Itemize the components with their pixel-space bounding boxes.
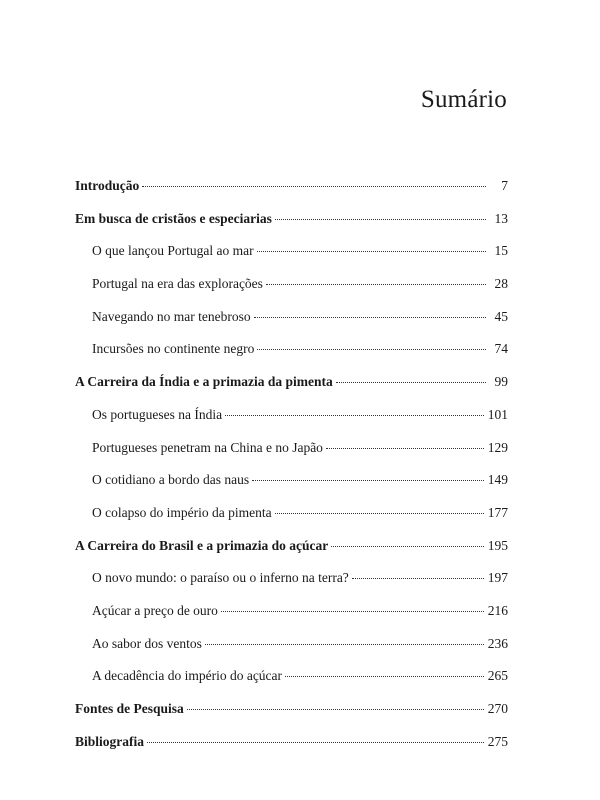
dot-leader: [254, 317, 486, 318]
toc-entry-label: Açúcar a preço de ouro: [92, 602, 218, 618]
dot-leader: [252, 480, 484, 481]
toc-entry: [75, 178, 508, 211]
toc-entry-label: O colapso do império da pimenta: [92, 504, 272, 520]
dot-leader: [326, 448, 484, 449]
toc-entry-page: 101: [487, 406, 508, 422]
toc-entry-label: O que lançou Portugal ao mar: [92, 243, 254, 259]
toc-entry: [75, 538, 508, 571]
toc-entry: [75, 211, 508, 244]
dot-leader: [266, 284, 486, 285]
toc-entry: [75, 243, 508, 276]
toc-entry: [75, 701, 508, 734]
toc-entry-label: Portugueses penetram na China e no Japão: [92, 439, 323, 455]
toc-entry-page: 265: [487, 668, 508, 684]
dot-leader: [257, 349, 486, 350]
toc-entry-label: O cotidiano a bordo das naus: [92, 472, 250, 488]
dot-leader: [221, 611, 484, 612]
toc-entry-label: Portugal na era das explorações: [92, 276, 263, 292]
toc-entry-page: 216: [487, 602, 508, 618]
toc-entry: [75, 668, 508, 701]
toc-entry: [75, 603, 508, 636]
toc-entry-label: Bibliografia: [75, 733, 145, 749]
toc-entry-label: A Carreira da Índia e a primazia da pimenta: [75, 374, 333, 390]
page-title: Sumário: [420, 86, 507, 113]
toc-entry-page: 236: [487, 635, 508, 651]
toc-entry: [75, 341, 508, 374]
toc-entry-page: 129: [487, 439, 508, 455]
toc-entry-page: 195: [487, 537, 508, 553]
dot-leader: [336, 382, 486, 383]
toc-entry-page: 270: [487, 701, 508, 716]
toc-entry-label: A Carreira do Brasil e a primazia do açúcar: [75, 537, 329, 553]
dot-leader: [275, 219, 486, 220]
toc-entry-label: Navegando no mar tenebroso: [92, 308, 251, 324]
toc-entry: [75, 374, 508, 407]
toc-entry-page: 99: [494, 374, 508, 390]
toc-entry-page: 149: [487, 472, 508, 488]
toc-entry: [75, 309, 508, 342]
toc-entry-page: 7: [501, 178, 508, 193]
toc-entry: [75, 636, 508, 669]
dot-leader: [331, 546, 484, 547]
toc-entry-label: Os portugueses na Índia: [92, 406, 223, 422]
toc-entry-label: Introdução: [75, 178, 140, 193]
dot-leader: [205, 644, 484, 645]
toc-entry-page: 197: [487, 570, 508, 586]
dot-leader: [225, 415, 484, 416]
toc-entry: [75, 472, 508, 505]
dot-leader: [142, 186, 486, 187]
dot-leader: [285, 676, 484, 677]
dot-leader: [187, 709, 484, 710]
dot-leader: [352, 578, 484, 579]
toc-entry-page: 74: [494, 341, 508, 357]
toc-entry-label: A decadência do império do açúcar: [92, 668, 283, 684]
toc-entry-label: Ao sabor dos ventos: [92, 635, 202, 651]
toc-entry-page: 28: [494, 276, 508, 292]
toc-entry-label: Em busca de cristãos e especiarias: [75, 210, 272, 226]
dot-leader: [275, 513, 484, 514]
toc-entry-page: 15: [494, 243, 508, 259]
toc-entry: [75, 505, 508, 538]
dot-leader: [147, 742, 484, 743]
toc-entry-page: 177: [487, 504, 508, 520]
toc-entry: [75, 407, 508, 440]
toc-entry-page: 13: [494, 210, 508, 226]
toc-entry: [75, 734, 508, 767]
table-of-contents: [75, 178, 508, 766]
toc-entry: [75, 570, 508, 603]
toc-entry-page: 275: [487, 733, 508, 749]
dot-leader: [257, 251, 486, 252]
toc-entry-label: Fontes de Pesquisa: [75, 701, 184, 716]
toc-entry-label: Incursões no continente negro: [92, 341, 255, 357]
toc-entry: [75, 276, 508, 309]
toc-entry-page: 45: [494, 308, 508, 324]
toc-entry-label: O novo mundo: o paraíso ou o inferno na terra?: [92, 570, 349, 586]
toc-entry: [75, 440, 508, 473]
